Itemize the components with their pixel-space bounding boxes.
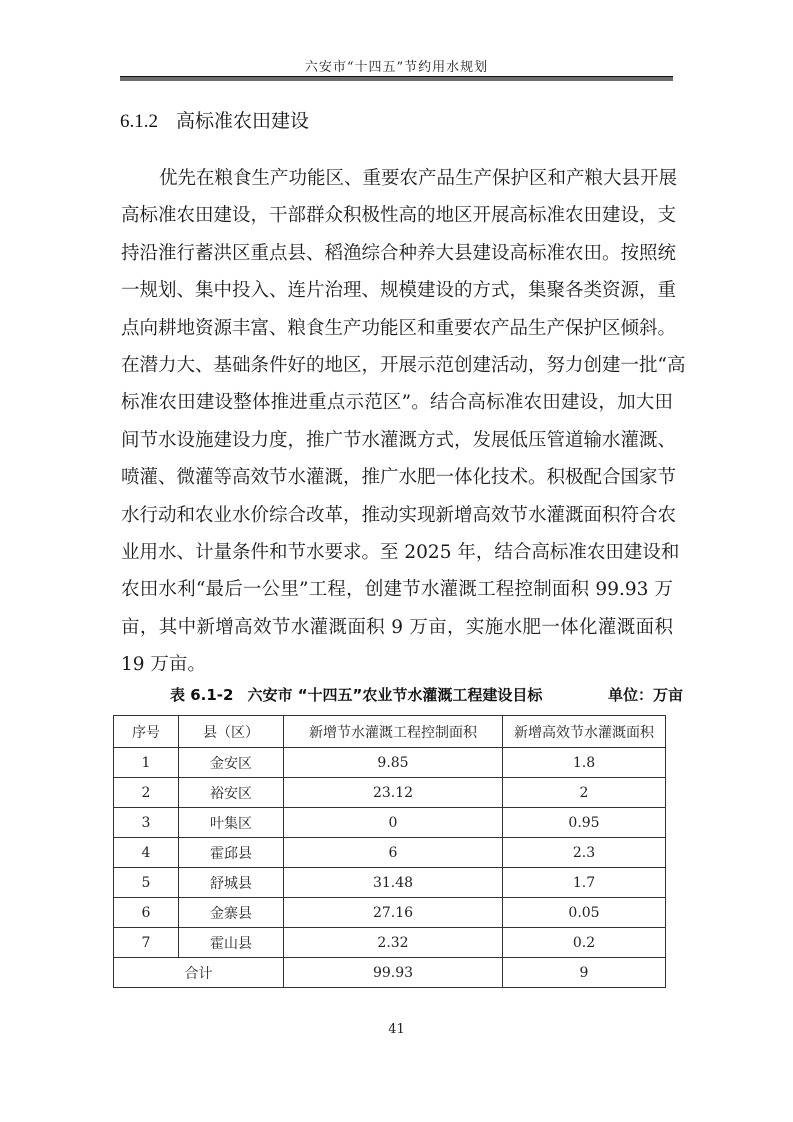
- table-row: [114, 898, 666, 928]
- row-county: 金安区: [179, 748, 284, 778]
- body-line: 19 万亩。: [121, 654, 206, 676]
- row-county: 金寨县: [179, 898, 284, 928]
- section-heading: [120, 106, 309, 133]
- row-seq: 2: [114, 778, 179, 808]
- row-county: 裕安区: [179, 778, 284, 808]
- row-control-area: 6: [284, 838, 503, 868]
- running-header: 六安市“十四五”节约用水规划: [304, 60, 489, 75]
- row-seq: 7: [114, 928, 179, 958]
- table-total-row: [114, 958, 666, 988]
- body-line: 在潜力大、基础条件好的地区，开展示范创建活动，努力创建一批“高: [121, 354, 686, 376]
- section-title: 高标准农田建设: [176, 110, 310, 132]
- row-control-area: 31.48: [284, 868, 503, 898]
- header-county: 县（区）: [179, 716, 284, 748]
- row-seq: 6: [114, 898, 179, 928]
- row-seq: 1: [114, 748, 179, 778]
- body-line: 一规划、集中投入、连片治理、规模建设的方式，集聚各类资源，重: [121, 280, 677, 302]
- table-row: [114, 838, 666, 868]
- row-efficient-area: 0.95: [503, 808, 666, 838]
- row-efficient-area: 2.3: [503, 838, 666, 868]
- row-control-area: 23.12: [284, 778, 503, 808]
- page-number: 41: [388, 1022, 405, 1037]
- row-efficient-area: 0.05: [503, 898, 666, 928]
- table-unit: 单位：万亩: [607, 686, 683, 704]
- body-line: 间节水设施建设力度，推广节水灌溉方式，发展低压管道输水灌溉、: [121, 429, 677, 451]
- body-line: 亩，其中新增高效节水灌溉面积 9 万亩，实施水肥一体化灌溉面积: [121, 616, 673, 638]
- body-line: 点向耕地资源丰富、粮食生产功能区和重要农产品生产保护区倾斜。: [121, 317, 677, 339]
- irrigation-targets-table: [113, 715, 666, 988]
- table-row: [114, 928, 666, 958]
- table-row: [114, 868, 666, 898]
- table-caption: [170, 684, 683, 705]
- header-efficient-area: 新增高效节水灌溉面积: [503, 716, 666, 748]
- body-line: 业用水、计量条件和节水要求。至 2025 年，结合高标准农田建设和: [121, 541, 680, 563]
- table-number: 表 6.1-2: [170, 686, 234, 704]
- header-seq: 序号: [114, 716, 179, 748]
- body-line: 高标准农田建设，干部群众积极性高的地区开展高标准农田建设，支: [121, 205, 677, 227]
- body-line: 优先在粮食生产功能区、重要农产品生产保护区和产粮大县开展: [159, 168, 678, 189]
- body-line: 水行动和农业水价综合改革，推动实现新增高效节水灌溉面积符合农: [121, 504, 677, 526]
- table-row: [114, 808, 666, 838]
- body-line: 标准农田建设整体推进重点示范区”。结合高标准农田建设，加大田: [121, 392, 673, 414]
- row-county: 舒城县: [179, 868, 284, 898]
- table-row: [114, 748, 666, 778]
- total-label: 合计: [114, 958, 284, 988]
- row-efficient-area: 0.2: [503, 928, 666, 958]
- row-seq: 4: [114, 838, 179, 868]
- table-row: [114, 778, 666, 808]
- row-control-area: 27.16: [284, 898, 503, 928]
- row-efficient-area: 1.8: [503, 748, 666, 778]
- row-county: 霍邱县: [179, 838, 284, 868]
- row-seq: 3: [114, 808, 179, 838]
- body-line: 持沿淮行蓄洪区重点县、稻渔综合种养大县建设高标准农田。按照统: [121, 242, 677, 264]
- row-county: 叶集区: [179, 808, 284, 838]
- table-header-row: [114, 716, 666, 748]
- header-rule: [120, 76, 673, 81]
- total-control-area: 99.93: [284, 958, 503, 988]
- body-line: 农田水利“最后一公里”工程，创建节水灌溉工程控制面积 99.93 万: [121, 579, 673, 601]
- table-caption-left: [170, 684, 556, 705]
- row-county: 霍山县: [179, 928, 284, 958]
- total-efficient-area: 9: [503, 958, 666, 988]
- body-paragraph: [121, 160, 686, 683]
- section-number: 6.1.2: [120, 111, 158, 132]
- row-control-area: 2.32: [284, 928, 503, 958]
- header-control-area: 新增节水灌溉工程控制面积: [284, 716, 503, 748]
- row-control-area: 0: [284, 808, 503, 838]
- row-efficient-area: 1.7: [503, 868, 666, 898]
- row-control-area: 9.85: [284, 748, 503, 778]
- table-title: 六安市 “十四五”农业节水灌溉工程建设目标: [247, 686, 543, 704]
- row-seq: 5: [114, 868, 179, 898]
- row-efficient-area: 2: [503, 778, 666, 808]
- body-line: 喷灌、微灌等高效节水灌溉，推广水肥一体化技术。积极配合国家节: [121, 467, 677, 489]
